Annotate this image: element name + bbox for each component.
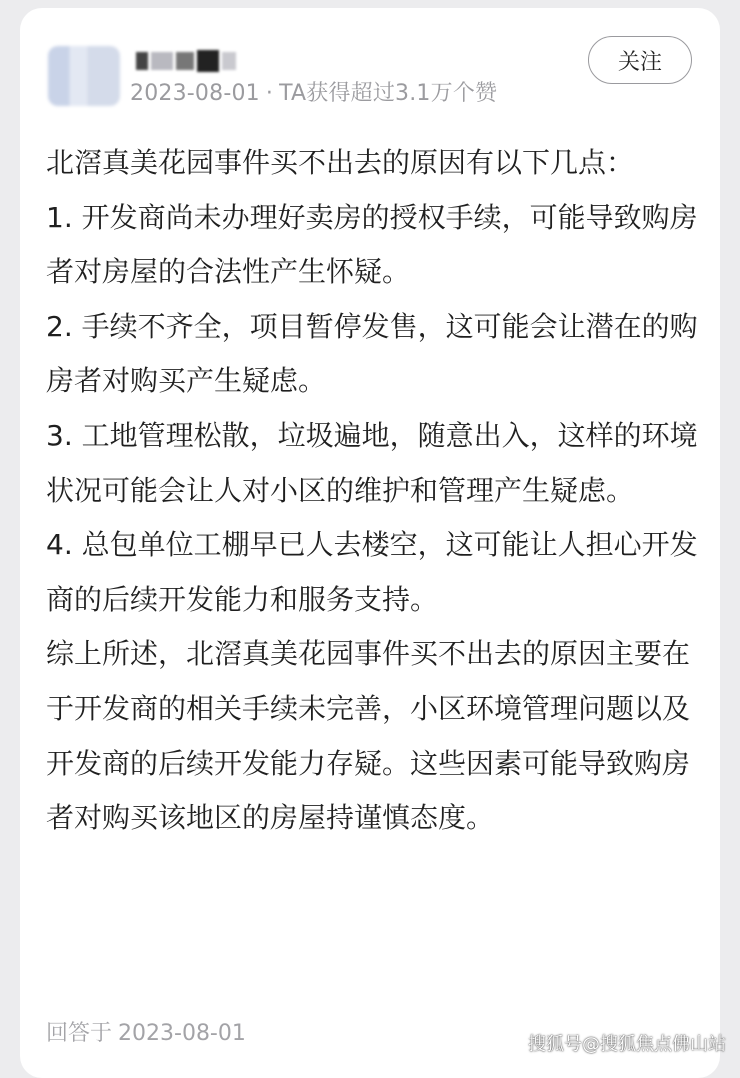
follow-button[interactable]: 关注 bbox=[588, 36, 692, 84]
answer-paragraph: 1. 开发商尚未办理好卖房的授权手续，可能导致购房者对房屋的合法性产生怀疑。 bbox=[46, 200, 698, 289]
answer-paragraph: 综上所述，北滘真美花园事件买不出去的原因主要在于开发商的相关手续未完善，小区环境管理问题以及开发商的后续开发能力存疑。这些因素可能导致购房者对购买该地区的房屋持谨慎态度。 bbox=[46, 637, 691, 835]
answered-label: 回答于 bbox=[46, 1021, 113, 1046]
answered-at bbox=[46, 1016, 246, 1047]
answer-paragraph: 2. 手续不齐全，项目暂停发售，这可能会让潜在的购房者对购买产生疑虑。 bbox=[46, 309, 698, 398]
user-name-blurred[interactable] bbox=[136, 48, 246, 74]
answer-paragraph: 3. 工地管理松散，垃圾遍地，随意出入，这样的环境状况可能会让人对小区的维护和管理产生疑虑。 bbox=[46, 418, 698, 507]
meta-separator: · bbox=[265, 81, 274, 106]
answer-paragraph: 北滘真美花园事件买不出去的原因有以下几点： bbox=[46, 146, 635, 179]
likes-count: TA获得超过3.1万个赞 bbox=[279, 81, 498, 106]
source-watermark: 搜狐号@搜狐焦点佛山站 bbox=[528, 1034, 726, 1055]
answer-header bbox=[20, 8, 720, 118]
answered-date: 2023-08-01 bbox=[118, 1021, 246, 1046]
author-meta bbox=[130, 76, 497, 107]
answer-paragraph: 4. 总包单位工棚早已人去楼空，这可能让人担心开发商的后续开发能力和服务支持。 bbox=[46, 528, 698, 616]
answer-body bbox=[46, 136, 706, 846]
avatar[interactable] bbox=[48, 46, 120, 106]
answer-card bbox=[20, 8, 720, 1078]
post-date: 2023-08-01 bbox=[130, 81, 260, 106]
